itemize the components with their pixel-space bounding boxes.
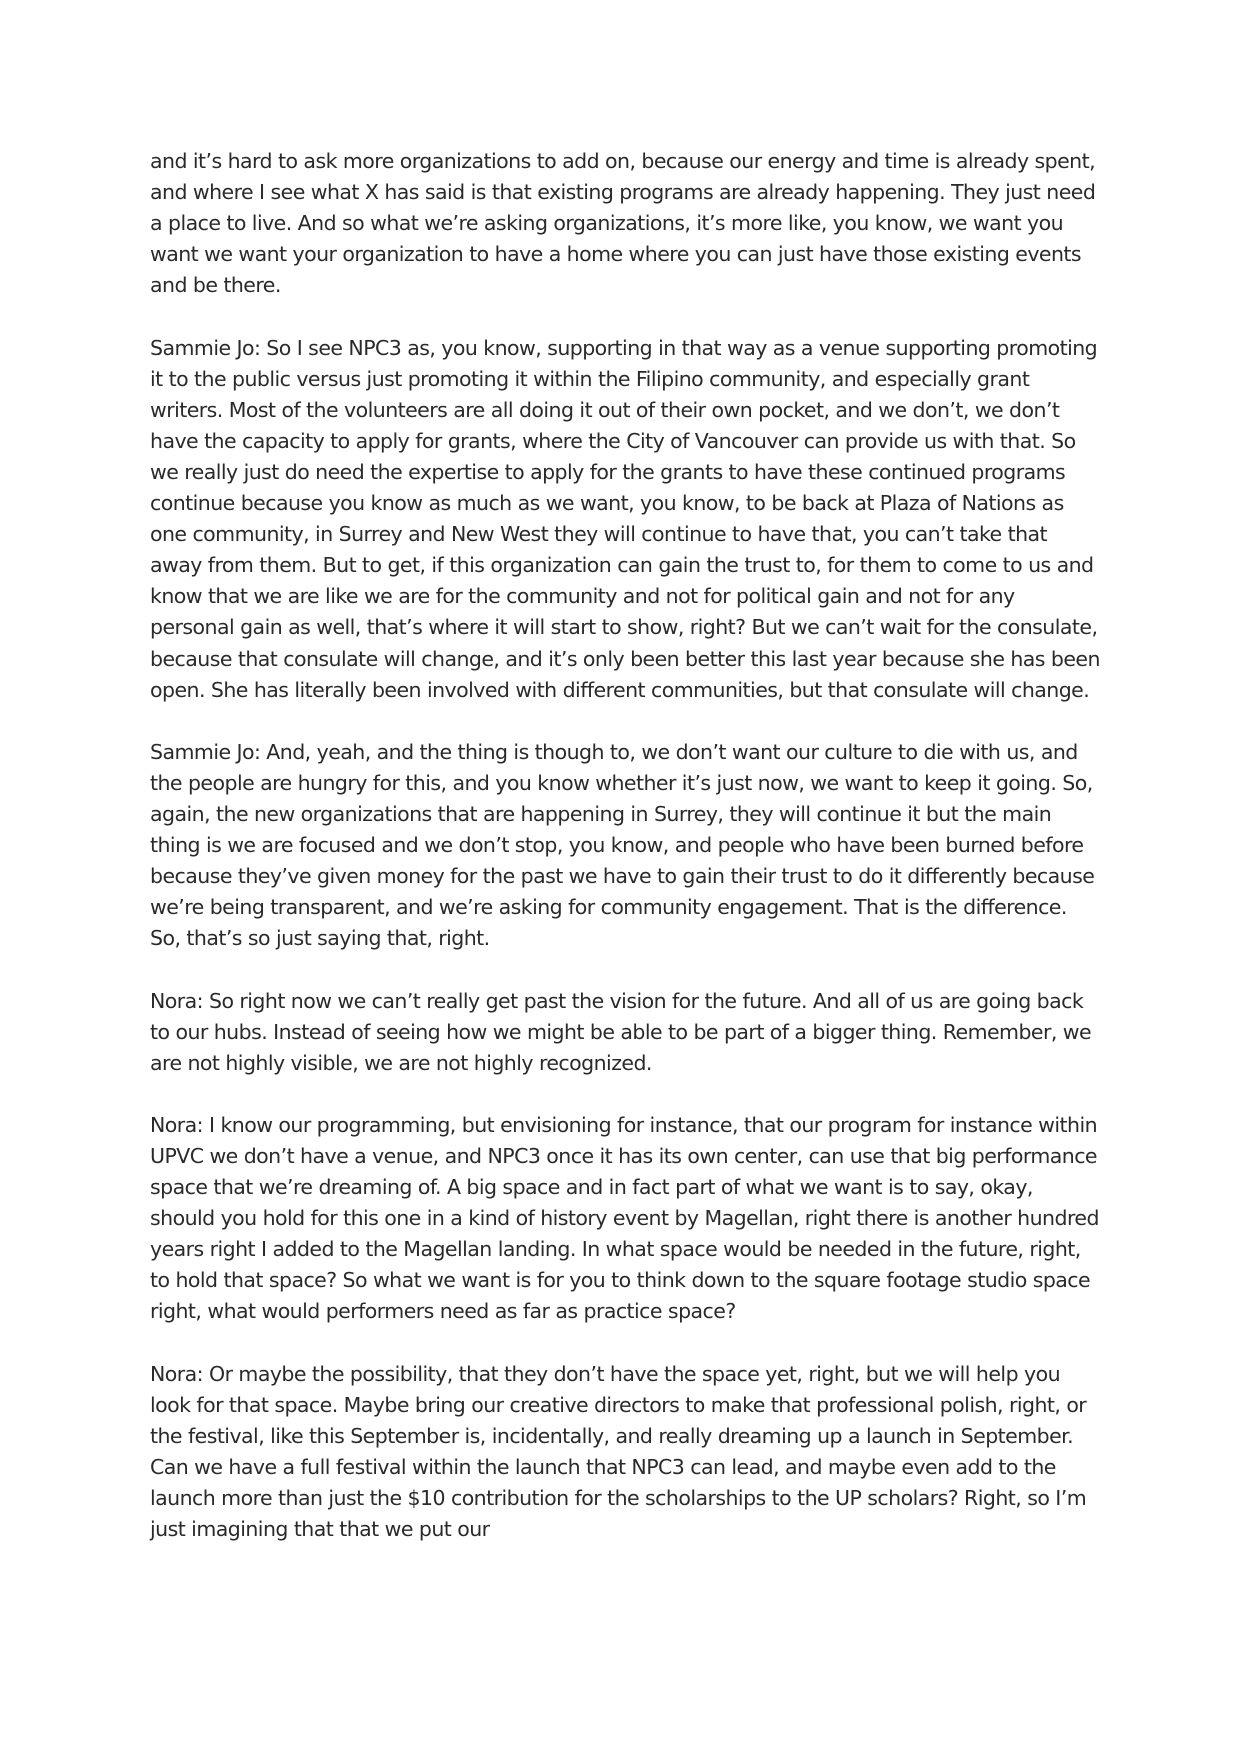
paragraph-nora-3: Nora: Or maybe the possibility, that they don’t have the space yet, right, but we will help you look for that space. Maybe bring our creative directors to make that professional polish, right, or the festival, like this September is, incidentally, and really dreaming up a launch in September. Can we have a full festival within the launch that NPC3 can lead, and maybe even add to the launch more than just the $10 contribution for the scholarships to the UP scholars? Right, so I’m just imagining that that we put our bbox=[150, 1361, 1087, 1542]
transcript-body bbox=[150, 146, 1100, 1545]
paragraph-sammie-jo-1: Sammie Jo: So I see NPC3 as, you know, supporting in that way as a venue supporting promoting it to the public versus just promoting it within the Filipino community, and especially grant writers. Most of the volunteers are all doing it out of their own pocket, and we don’t, we don’t have the capacity to apply for grants, where the City of Vancouver can provide us with that. So we really just do need the expertise to apply for the grants to have these continued programs continue because you know as much as we want, you know, to be back at Plaza of Nations as one community, in Surrey and New West they will continue to have that, you can’t take that away from them. But to get, if this organization can gain the trust to, for them to come to us and know that we are like we are for the community and not for political gain and not for any personal gain as well, that’s where it will start to show, right? But we can’t wait for the consulate, because that consulate will change, and it’s only been better this last year because she has been open. She has literally been involved with different communities, but that consulate will change. bbox=[150, 335, 1100, 702]
paragraph-nora-2: Nora: I know our programming, but envisioning for instance, that our program for instance within UPVC we don’t have a venue, and NPC3 once it has its own center, can use that big performance space that we’re dreaming of. A big space and in fact part of what we want is to say, okay, should you hold for this one in a kind of history event by Magellan, right there is another hundred years right I added to the Magellan landing. In what space would be needed in the future, right, to hold that space? So what we want is for you to think down to the square footage studio space right, what would performers need as far as practice space? bbox=[150, 1112, 1099, 1324]
paragraph-nora-1: Nora: So right now we can’t really get past the vision for the future. And all of us are going back to our hubs. Instead of seeing how we might be able to be part of a bigger thing. Remember, we are not highly visible, we are not highly recognized. bbox=[150, 988, 1092, 1075]
paragraph-intro-continuation: and it’s hard to ask more organizations to add on, because our energy and time is already spent, and where I see what X has said is that existing programs are already happening. They just need a place to live. And so what we’re asking organizations, it’s more like, you know, we want you want we want your organization to have a home where you can just have those existing events and be there. bbox=[150, 149, 1096, 298]
paragraph-sammie-jo-2: Sammie Jo: And, yeah, and the thing is though to, we don’t want our culture to die with us, and the people are hungry for this, and you know whether it’s just now, we want to keep it going. So, again, the new organizations that are happening in Surrey, they will continue it but the main thing is we are focused and we don’t stop, you know, and people who have been burned before because they’ve given money for the past we have to gain their trust to do it differently because we’re being transparent, and we’re asking for community engagement. That is the difference. So, that’s so just saying that, right. bbox=[150, 739, 1095, 951]
